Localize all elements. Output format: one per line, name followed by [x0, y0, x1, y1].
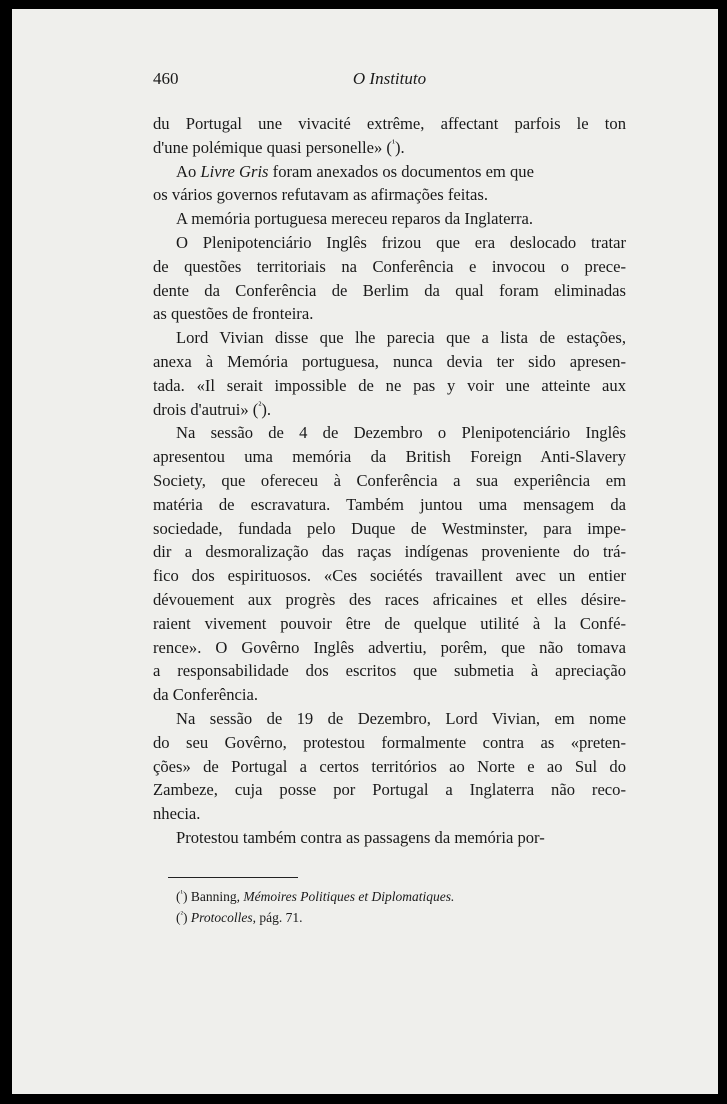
page-number: 460: [153, 69, 179, 88]
text-line: rence». O Govêrno Inglês advertiu, porêm, que não tomava: [153, 637, 626, 657]
text-line: sociedade, fundada pelo Duque de Westminster, para impe-: [153, 518, 626, 538]
text-line: Na sessão de 4 de Dezembro o Plenipotenciário Inglês: [176, 423, 626, 443]
footnote-separator: [168, 877, 298, 878]
text-line: A memória portuguesa mereceu reparos da Inglaterra.: [176, 209, 534, 229]
text-line: dévouement aux progrès des races africaines et elles désire-: [153, 589, 626, 609]
text-line: fico dos espirituosos. «Ces sociétés travaillent avec un entier: [153, 566, 626, 586]
text-line: ções» de Portugal a certos territórios ao Norte e ao Sul do: [153, 756, 626, 776]
footnote-marker: ²: [180, 909, 184, 919]
text-line: da Conferência.: [153, 685, 259, 705]
text-line: de questões territoriais na Conferência e invocou o prece-: [153, 256, 626, 276]
page-body-text: [153, 112, 626, 850]
text-line: dente da Conferência de Berlim da qual foram eliminadas: [153, 280, 626, 300]
text-line: a responsabilidade dos escritos que submetia à apreciação: [153, 661, 626, 681]
text-line: raient vivement pouvoir être de quelque utilité à la Confé-: [153, 613, 626, 633]
footnote-ref: ¹: [391, 138, 396, 150]
text-line: Lord Vivian disse que lhe parecia que a lista de estações,: [176, 328, 626, 348]
text-line: Zambeze, cuja posse por Portugal a Inglaterra não reco-: [153, 780, 626, 800]
text-line: d'une polémique quasi personelle» ($^{^1}$).: [153, 137, 405, 157]
text-line: nhecia.: [153, 804, 201, 824]
text-line: matéria de escravatura. Também juntou uma mensagem da: [153, 494, 626, 514]
text-line: Na sessão de 19 de Dezembro, Lord Vivian, em nome: [176, 708, 626, 728]
footnote-1: ($^{^1}$) Banning, Mémoires Politiques et Diplomatiques.: [176, 888, 455, 904]
footnote-title: Mémoires Politiques et Diplomatiques.: [243, 889, 455, 904]
running-title: O Instituto: [352, 69, 427, 88]
text-line: as questões de fronteira.: [153, 304, 314, 324]
text-line: do seu Govêrno, protestou formalmente contra as «preten-: [153, 732, 626, 752]
text-line: anexa à Memória portuguesa, nunca devia ter sido apresen-: [153, 351, 626, 371]
footnote-marker: ¹: [180, 888, 184, 898]
footnote-ref: ²: [258, 400, 262, 412]
running-header: [153, 69, 626, 91]
text-line: tada. «Il serait impossible de ne pas y voir une atteinte aux: [153, 375, 626, 395]
text-line: drois d'autrui» ($^{^2}$).: [153, 399, 272, 419]
text-line: du Portugal une vivacité extrême, affectant parfois le ton: [153, 114, 626, 133]
text-line: Society, que ofereceu à Conferência a sua experiência em: [153, 470, 626, 490]
text-line: dir a desmoralização das raças indígenas proveniente do trá-: [153, 542, 626, 562]
footnote-title: Protocolles: [190, 910, 253, 925]
text-line: os vários governos refutavam as afirmações feitas.: [153, 185, 488, 205]
text-line: Ao Livre Gris foram anexados os documentos em que: [176, 161, 534, 181]
footnote-2: ($^{^2}$) Protocolles, pág. 71.: [176, 909, 303, 925]
text-line: O Plenipotenciário Inglês frizou que era deslocado tratar: [176, 232, 626, 252]
text-line: Protestou também contra as passagens da memória por-: [176, 827, 545, 847]
text-line: apresentou uma memória da British Foreign Anti-Slavery: [153, 447, 626, 467]
